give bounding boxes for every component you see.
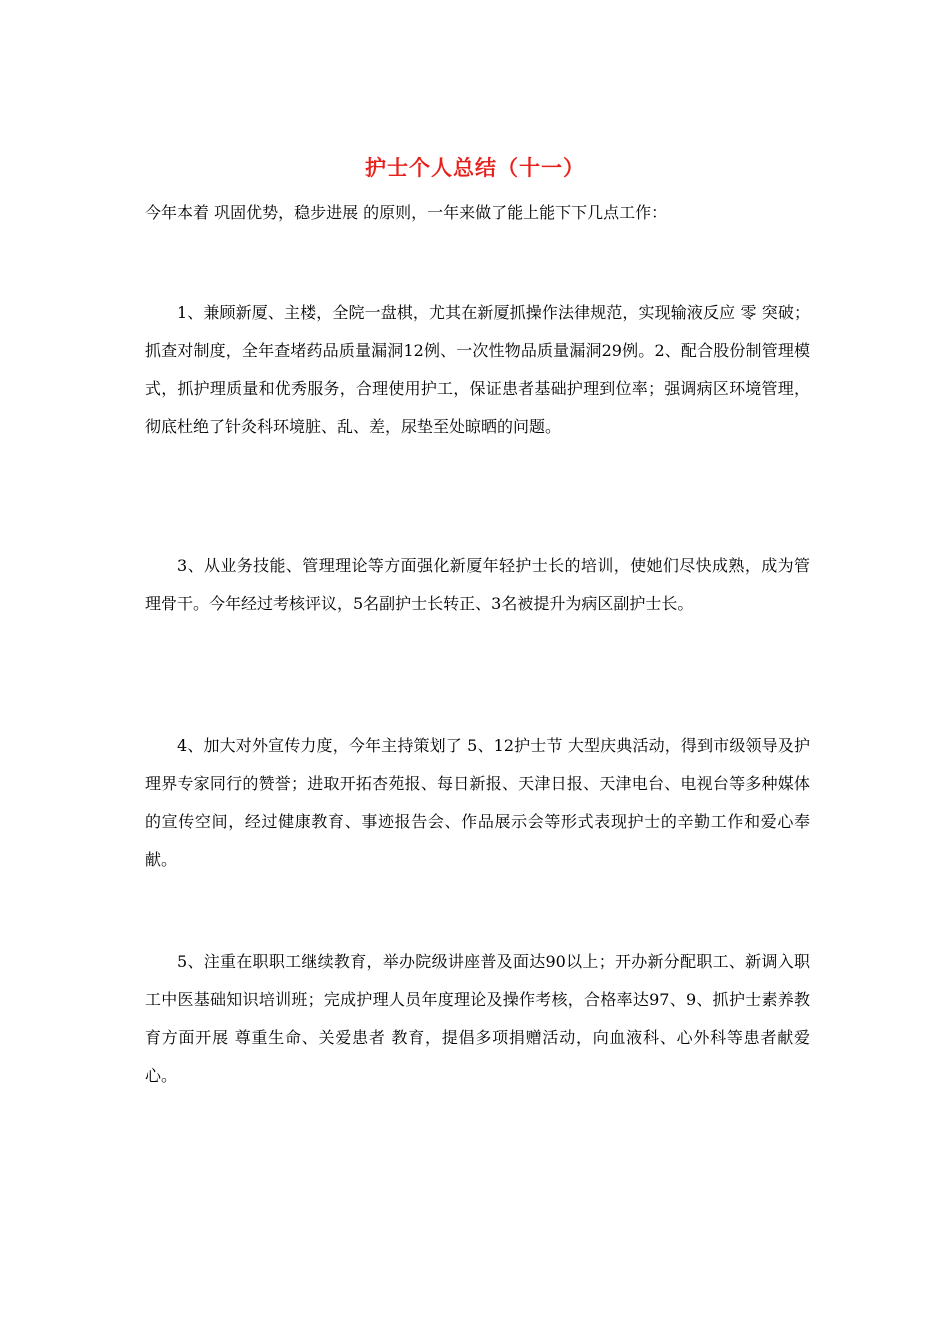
paragraph-item-3: 3、从业务技能、管理理论等方面强化新厦年轻护士长的培训，使她们尽快成熟，成为管理骨干。今年经过考核评议，5名副护士长转正、3名被提升为病区副护士长。 <box>145 556 810 613</box>
document-title: 护士个人总结（十一） <box>365 155 585 180</box>
intro-paragraph: 今年本着 巩固优势，稳步进展 的原则，一年来做了能上能下下几点工作： <box>145 203 668 222</box>
paragraph-item-4: 4、加大对外宣传力度，今年主持策划了 5、12护士节 大型庆典活动，得到市级领导及护理界专家同行的赞誉；进取开拓杏苑报、每日新报、天津日报、天津电台、电视台等多种媒体的宣传空间，经过健康教育、事迹报告会、作品展示会等形式表现护士的辛勤工作和爱心奉献。 <box>145 736 810 869</box>
paragraph-item-5: 5、注重在职职工继续教育，举办院级讲座普及面达90以上；开办新分配职工、新调入职工中医基础知识培训班；完成护理人员年度理论及操作考核，合格率达97、9、抓护士素养教育方面开展 尊重生命、关爱患者 教育，提倡多项捐赠活动，向血液科、心外科等患者献爱心。 <box>145 952 810 1085</box>
paragraph-item-1: 1、兼顾新厦、主楼，全院一盘棋，尤其在新厦抓操作法律规范，实现输液反应 零 突破；抓查对制度，全年查堵药品质量漏洞12例、一次性物品质量漏洞29例。2、配合股份制管理模式，抓护理质量和优秀服务，合理使用护工，保证患者基础护理到位率；强调病区环境管理，彻底杜绝了针灸科环境脏、乱、差，尿垫至处晾晒的问题。 <box>145 303 810 436</box>
